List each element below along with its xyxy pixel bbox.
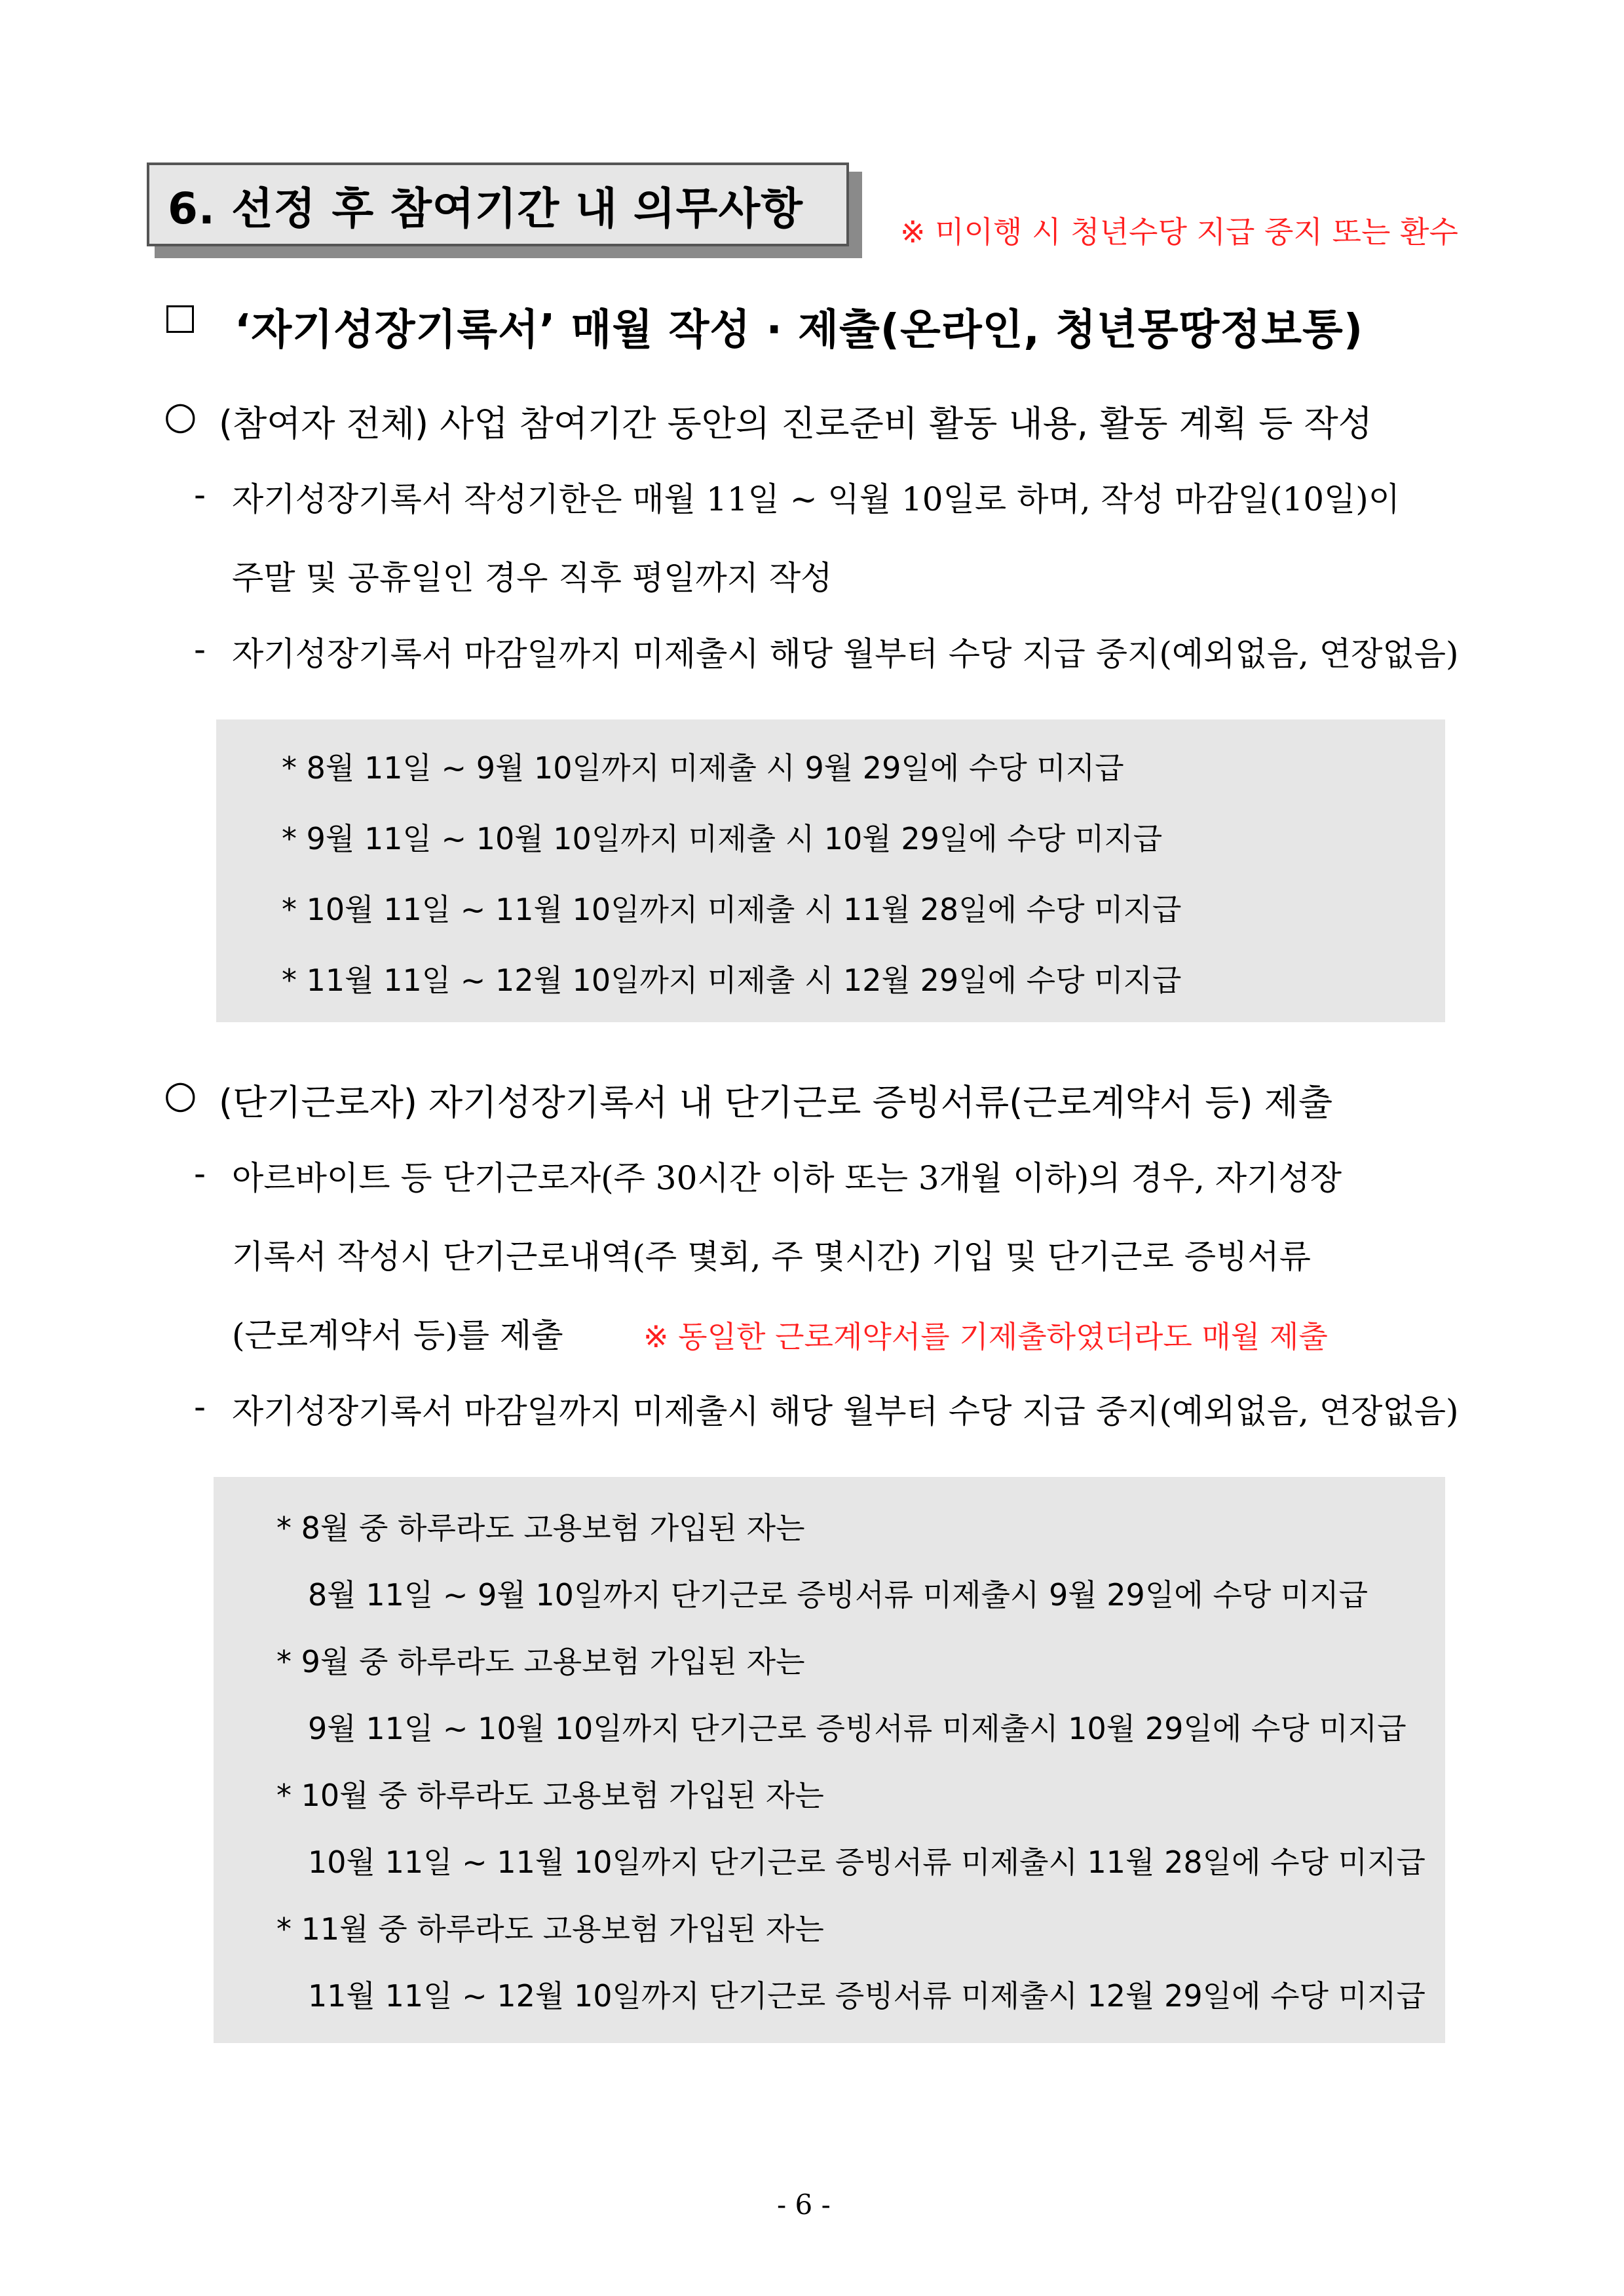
bullet2-text: (단기근로자) 자기성장기록서 내 단기근로 증빙서류(근로계약서 등) 제출 — [219, 1082, 1333, 1123]
dash-marker: - — [194, 1388, 206, 1426]
schedule-item: * 8월 11일 ~ 9월 10일까지 미제출 시 9월 29일에 수당 미지급 — [282, 750, 1124, 786]
circle-bullet-icon: ○ — [164, 1072, 197, 1117]
schedule-item-head: * 11월 중 하루라도 고용보험 가입된 자는 — [276, 1911, 824, 1947]
section-warning: ※ 미이행 시 청년수당 지급 중지 또는 환수 — [900, 214, 1458, 250]
bullet2-dash1-line3: (근로계약서 등)를 제출 — [232, 1316, 563, 1354]
section-title-text: 6. 선정 후 참여기간 내 의무사항 — [168, 183, 803, 234]
schedule-item-head: * 8월 중 하루라도 고용보험 가입된 자는 — [276, 1510, 805, 1546]
bullet2-dash1-line2: 기록서 작성시 단기근로내역(주 몇회, 주 몇시간) 기입 및 단기근로 증빙서류 — [232, 1238, 1311, 1276]
schedule-item: * 11월 11일 ~ 12월 10일까지 미제출 시 12월 29일에 수당 미지급 — [282, 963, 1182, 998]
schedule-item-body: 11월 11일 ~ 12월 10일까지 단기근로 증빙서류 미제출시 12월 29일에 수당 미지급 — [308, 1978, 1426, 2014]
schedule-item-head: * 10월 중 하루라도 고용보험 가입된 자는 — [276, 1778, 824, 1813]
schedule-item: * 10월 11일 ~ 11월 10일까지 미제출 시 11월 28일에 수당 미지급 — [282, 892, 1182, 927]
bullet1-dash1-line2: 주말 및 공휴일인 경우 직후 평일까지 작성 — [232, 559, 833, 597]
schedule-item: * 9월 11일 ~ 10월 10일까지 미제출 시 10월 29일에 수당 미지급 — [282, 821, 1163, 856]
page-number: - 6 - — [777, 2189, 831, 2221]
bullet2-dash2-line1: 자기성장기록서 마감일까지 미제출시 해당 월부터 수당 지급 중지(예외없음, 연장없음) — [232, 1392, 1459, 1430]
circle-bullet-icon: ○ — [164, 393, 197, 438]
heading-title: ‘자기성장기록서’ 매월 작성 · 제출(온라인, 청년몽땅정보통) — [235, 306, 1364, 354]
dash-marker: - — [194, 630, 206, 668]
bullet2-dash1-line1: 아르바이트 등 단기근로자(주 30시간 이하 또는 3개월 이하)의 경우, 자기성장 — [232, 1159, 1342, 1197]
schedule-item-body: 10월 11일 ~ 11월 10일까지 단기근로 증빙서류 미제출시 11월 28일에 수당 미지급 — [308, 1845, 1426, 1880]
bullet1-dash2-line1: 자기성장기록서 마감일까지 미제출시 해당 월부터 수당 지급 중지(예외없음, 연장없음) — [232, 635, 1459, 673]
schedule-item-head: * 9월 중 하루라도 고용보험 가입된 자는 — [276, 1644, 805, 1679]
dash-marker: - — [194, 1155, 206, 1193]
schedule-item-body: 8월 11일 ~ 9월 10일까지 단기근로 증빙서류 미제출시 9월 29일에 수당 미지급 — [308, 1577, 1369, 1613]
section-title — [147, 163, 849, 246]
bullet1-dash1-line1: 자기성장기록서 작성기한은 매월 11일 ~ 익월 10일로 하며, 작성 마감일(10일)이 — [232, 480, 1401, 518]
schedule-box-2 — [214, 1477, 1445, 2043]
bullet1-text: (참여자 전체) 사업 참여기간 동안의 진로준비 활동 내용, 활동 계획 등 작성 — [219, 403, 1372, 444]
schedule-item-body: 9월 11일 ~ 10월 10일까지 단기근로 증빙서류 미제출시 10월 29일에 수당 미지급 — [308, 1711, 1407, 1746]
bullet2-resubmit-note: ※ 동일한 근로계약서를 기제출하였더라도 매월 제출 — [643, 1319, 1328, 1354]
dash-marker: - — [194, 476, 206, 514]
square-bullet-icon — [166, 305, 194, 333]
